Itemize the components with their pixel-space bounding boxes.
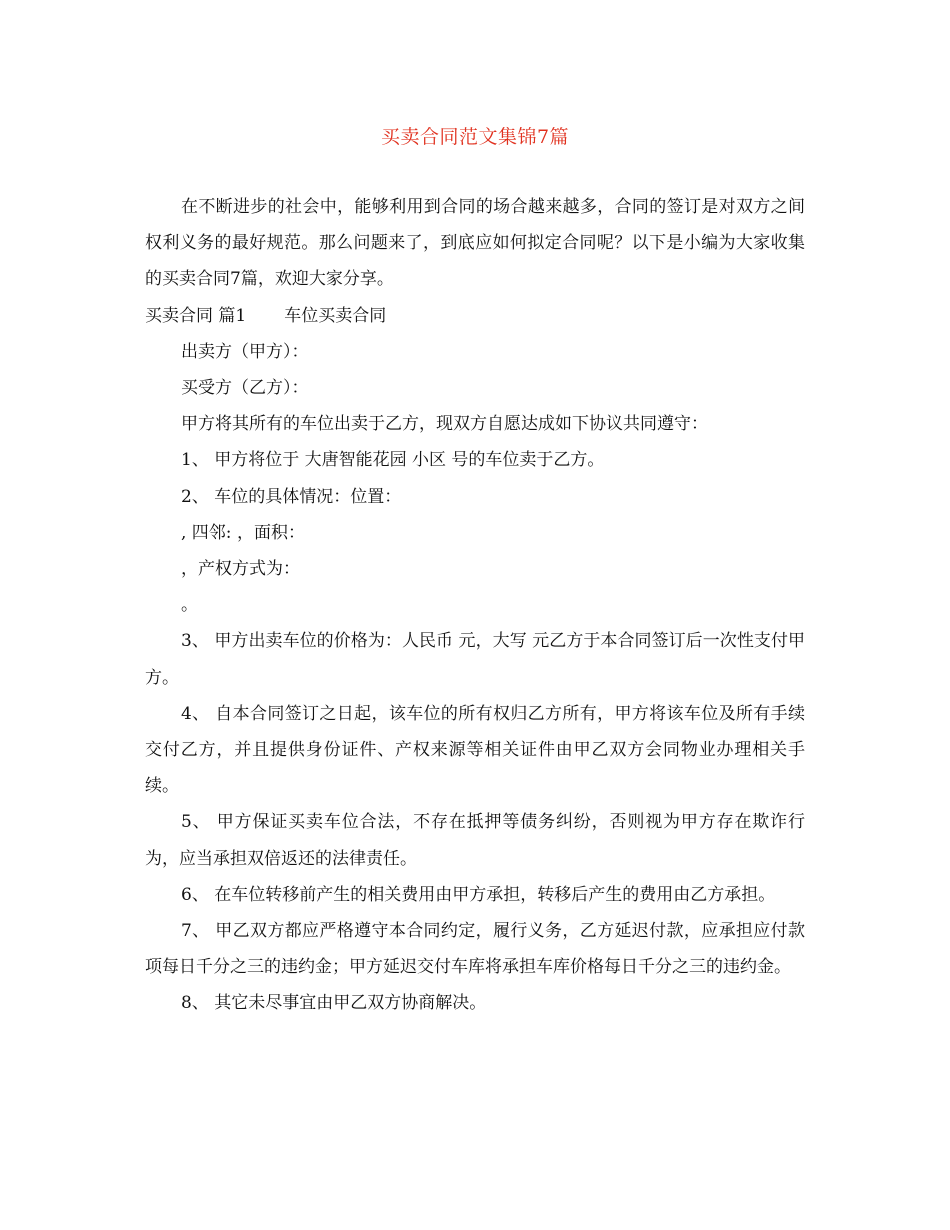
clause-3: 3、 甲方出卖车位的价格为：人民币 元，大写 元乙方于本合同签订后一次性支付甲方。 (145, 631, 805, 688)
buyer-line: 买受方（乙方）： (181, 378, 309, 399)
clause-2: 2、 车位的具体情况：位置： (181, 486, 402, 507)
seller-line: 出卖方（甲方）： (181, 341, 309, 362)
section-label: 买卖合同 篇1 (145, 305, 247, 326)
section-heading (145, 298, 805, 334)
clause-7: 7、 甲乙双方都应严格遵守本合同约定，履行义务，乙方延迟付款，应承担应付款项每日千分之三的违约金；甲方延迟交付车库将承担车库价格每日千分之三的违约金。 (145, 921, 805, 978)
clause-2-end: 。 (181, 595, 198, 616)
clause-4: 4、 自本合同签订之日起，该车位的所有权归乙方所有，甲方将该车位及所有手续交付乙方，并且提供身份证件、产权来源等相关证件由甲乙双方会同物业办理相关手续。 (145, 703, 805, 797)
clause-1: 1、 甲方将位于 大唐智能花园 小区 号的车位卖于乙方。 (181, 450, 605, 471)
document-body (145, 189, 805, 1022)
document-title: 买卖合同范文集锦7篇 (380, 126, 570, 148)
clause-2-neighbors: , 四邻: ，面积： (181, 522, 305, 543)
clause-6: 6、 在车位转移前产生的相关费用由甲方承担，转移后产生的费用由乙方承担。 (181, 884, 776, 905)
section-title: 车位买卖合同 (284, 305, 387, 326)
clause-5: 5、 甲方保证买卖车位合法，不存在抵押等债务纠纷，否则视为甲方存在欺诈行为，应当承担双倍返还的法律责任。 (145, 812, 805, 869)
clause-2-ownership: ，产权方式为： (181, 559, 300, 580)
clause-8: 8、 其它未尽事宜由甲乙双方协商解决。 (181, 993, 487, 1014)
agreement-intro: 甲方将其所有的车位出卖于乙方，现双方自愿达成如下协议共同遵守： (181, 414, 708, 435)
intro-paragraph: 在不断进步的社会中，能够利用到合同的场合越来越多，合同的签订是对双方之间权利义务的最好规范。那么问题来了，到底应如何拟定合同呢？以下是小编为大家收集的买卖合同7篇，欢迎大家分享。 (145, 197, 805, 290)
